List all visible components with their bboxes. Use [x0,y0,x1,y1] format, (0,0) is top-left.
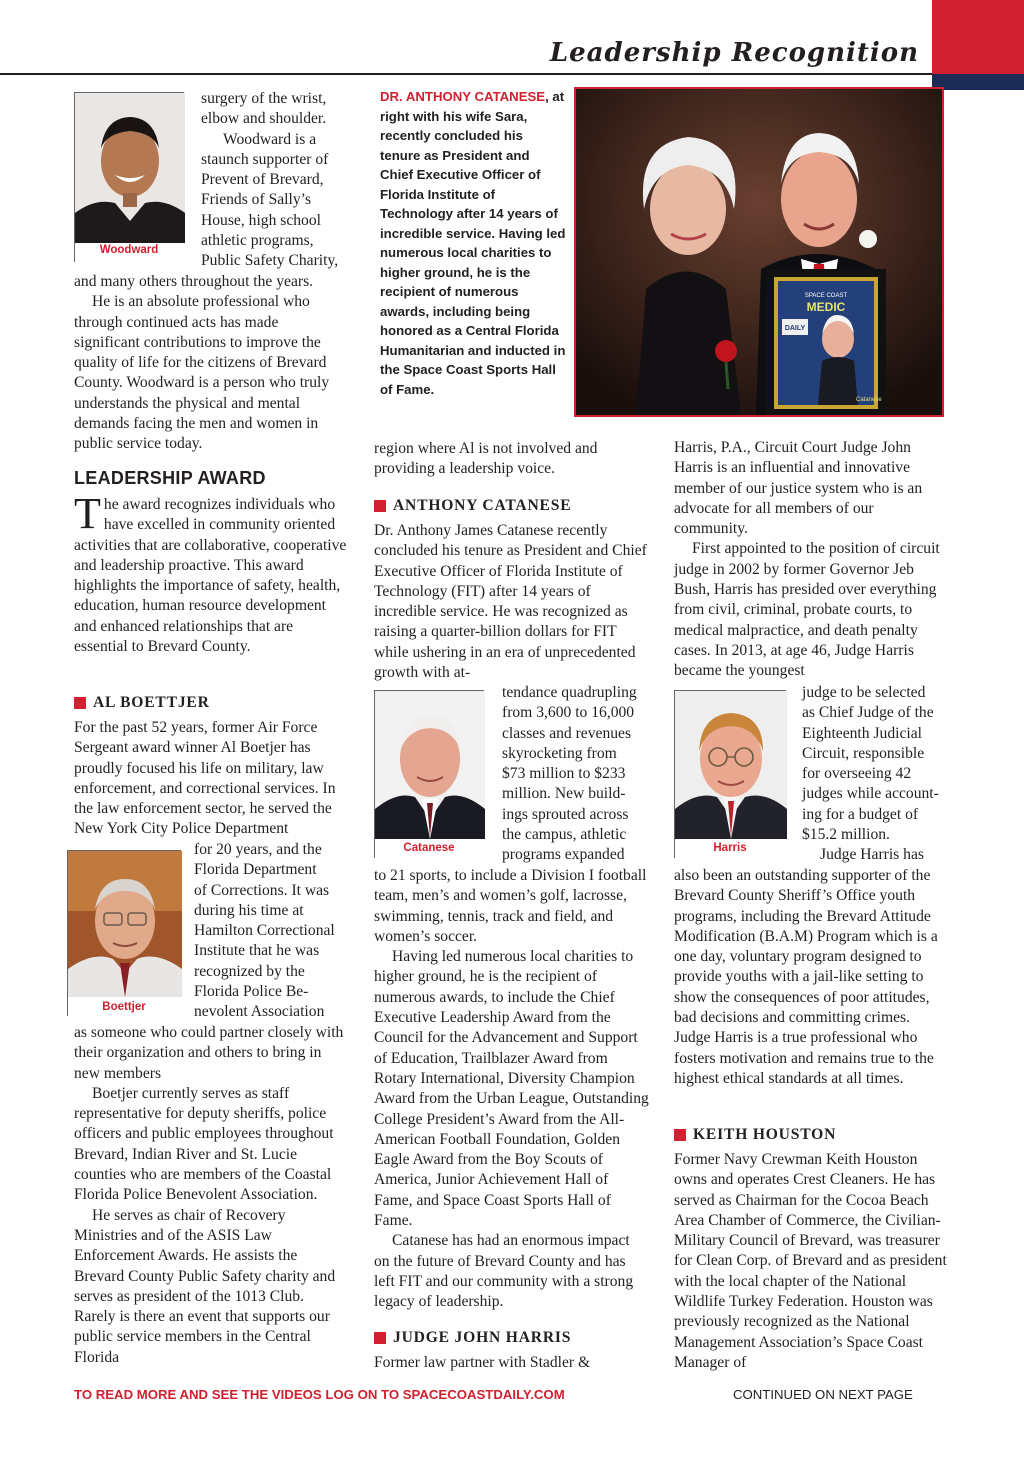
harris-intro [374,1353,649,1373]
text-line: Friends of Sally’s [201,191,312,209]
catanese-caption: Catanese [403,842,455,854]
boettjer-caption: Boettjer [102,1001,146,1013]
text-line: Eighteenth Judicial [802,724,922,742]
catanese-heading [374,497,571,515]
heading-text: AL BOETTJER [93,694,210,711]
paragraph: Former law partner with Stadler & [374,1354,591,1371]
woodward-photo [74,92,184,262]
text-line: classes and revenues [502,724,632,742]
harris-photo [674,690,786,858]
text-line: Judge Harris has [820,846,924,864]
text-line: ings sprouted across [502,805,629,823]
heading-text: KEITH HOUSTON [693,1126,837,1143]
plaque-corner-text: Catanese [856,397,882,403]
leadership-award-heading: LEADERSHIP AWARD [74,468,266,488]
text-line: Florida Department [194,861,317,879]
text-line: surgery of the wrist, [201,90,327,107]
text-line: Public Safety Charity, [201,252,339,270]
text-line: Institute that he was [194,942,320,960]
paragraph: and many others throughout the years. [74,273,314,290]
text-line: House, high school [201,211,321,229]
text-line: Florida Police Be- [194,983,309,1001]
paragraph: to 21 sports, to include a Division I football team, men’s and women’s golf, lacrosse, swimming, tennis, track and field, and women’s soccer. [374,867,647,945]
catanese-body [374,866,649,1313]
header-color-tab [932,0,1024,90]
text-line: judges while account- [802,785,939,803]
heading-text: JUDGE JOHN HARRIS [393,1329,572,1346]
text-line: the campus, athletic [502,826,627,844]
red-square-bullet [674,1129,686,1141]
catanese-feature-photo [574,87,944,417]
text-line: Prevent of Brevard, [201,171,324,189]
paragraph: Catanese has had an enormous impact on the future of Brevard County and has left FIT and our community with a strong legacy of leadership. [374,1232,634,1311]
feature-caption-name: DR. ANTHONY CATANESE [380,89,546,104]
boettjer-body [74,1023,348,1368]
paragraph: region where Al is not involved and providing a leadership voice. [374,440,598,478]
text-line: for overseeing 42 [802,765,912,783]
catanese-wrap-text [502,683,652,866]
boettjer-photo [67,850,181,1016]
paragraph: Dr. Anthony James Catanese recently concluded his tenure as President and Chief Executive Officer of Florida Institute of Technology (FIT) after 14 years of incredible service. He was recognized as raising a quarter-billion dollars for FIT while ushering in an era of unprecedented growth with at- [374,522,647,682]
paragraph: Having led numerous local charities to higher ground, he is the recipient of numerous awards, to include the Chief Executive Leadership Award from the Council for the Advancement and Support of Education, Trailblazer Award from Rotary International, Diversity Champion Award from the Urban League, Outstanding College President’s Award from the All-American Football Foundation, Golden Eagle Award from the Boy Scouts of America, Junior Achievement Hall of Fame, and Space Coast Sports Hall of Fame. [374,948,649,1230]
plaque-text: SPACE COAST [804,293,848,299]
feature-photo-caption [380,87,566,399]
text-line: as Chief Judge of the [802,704,934,722]
text-line: elbow and shoulder. [201,110,327,128]
drop-cap: T [74,489,101,538]
paragraph: Boetjer currently serves as staff representative for deputy sheriffs, police officers and public employees throughout Brevard, Indian River and St. Lucie counties who are members of the Coastal Florida Police Benevolent Association. [74,1084,334,1204]
paragraph: Former Navy Crewman Keith Houston owns and operates Crest Cleaners. He has served as Chairman for the Cocoa Beach Area Chamber of Commerce, the Civilian-Military Council of Brevard, was treasurer for Clean Corp. of Brevard and as president with the local chapter of the National Wildlife Turkey Federation. Houston was previously recognized as the National Management Association’s Space Coast Manager of [674,1151,947,1371]
text-line: programs expanded [502,846,625,864]
text-line: during his time at [194,901,304,919]
boettjer-heading [74,694,210,712]
harris-body-bottom [674,866,950,1089]
paragraph: He serves as chair of Recovery Ministries and of the ASIS Law Enforcement Awards. He assists the Brevard County Public Safety charity and serves as president of the 1013 Club. Rarely is there an event that supports our public service members in the Central Florida [74,1206,336,1366]
text-line: million. New build- [502,785,626,803]
text-line: Woodward is a [223,130,317,148]
harris-caption: Harris [713,842,747,854]
column-2-top [374,439,648,480]
text-line: of Corrections. It was [194,881,330,899]
footer-website-link[interactable]: TO READ MORE AND SEE THE VIDEOS LOG ON TO SPACECOASTDAILY.COM [74,1387,565,1402]
harris-body-top [674,438,950,682]
plaque-text: MEDIC [806,300,846,314]
text-line: nevolent Association [194,1003,325,1021]
red-square-bullet [74,697,86,709]
text-line: athletic programs, [201,232,314,250]
harris-heading [374,1329,571,1347]
feature-caption-text: , at right with his wife Sara, recently concluded his tenure as President and Chief Executive Officer of Florida Institute of Technology after 14 years of incredible service. Having led numerous local charities to higher ground, he is the recipient of numerous awards, including being honored as a Central Florida Humanitarian and inducted in the Space Coast Sports Hall of Fame. [380,89,566,397]
boettjer-wrap-text [194,840,354,1023]
text-line: recognized by the [194,962,305,980]
text-line: tendance quadrupling [502,684,637,701]
woodward-body [74,272,348,455]
paragraph: he award recognizes individuals who have excelled in community oriented activities that are collaborative, cooperative and leadership proactive. This award highlights the importance of safety, health, education, human resource development and enhanced relationships that are essential to Brevard County. [74,496,347,656]
footer-continued-note: CONTINUED ON NEXT PAGE [733,1387,913,1402]
text-line: Hamilton Correctional [194,922,335,940]
woodward-caption: Woodward [99,244,159,256]
paragraph: For the past 52 years, former Air Force Sergeant award winner Al Boetjer has proudly focused his life on military, law enforcement, and correctional services. In the law enforcement sector, he served the New York City Police Department [74,719,336,838]
text-line: ing for a budget of [802,805,919,823]
red-square-bullet [374,500,386,512]
text-line: judge to be selected [802,684,926,701]
houston-heading [674,1126,836,1144]
text-line: for 20 years, and the [194,841,322,858]
paragraph: Harris, P.A., Circuit Court Judge John Harris is an influential and innovative member of our justice system who is an advocate for all members of our community. [674,439,923,538]
catanese-intro [374,521,649,683]
woodward-wrap-text [201,89,351,272]
catanese-photo [374,690,484,858]
header-color-tab-red [932,0,1024,74]
header-rule [0,73,932,75]
boettjer-intro [74,718,348,840]
text-line: $15.2 million. [802,826,890,844]
paragraph: First appointed to the position of circuit judge in 2002 by former Governor Jeb Bush, Harris has presided over everything from civil, criminal, probate courts, to medical malpractice, and death penalty cases. In 2013, at age 46, Judge Harris became the youngest [674,540,940,680]
plaque-text: DAILY [784,325,806,332]
paragraph: as someone who could partner closely with their organization and others to bring in new members [74,1024,344,1082]
text-line: staunch supporter of [201,150,329,168]
paragraph: also been an outstanding supporter of the Brevard County Sheriff’s Office youth programs, including the Brevard Attitude Modification (B.A.M) Program which is a one day, voluntary program designed to provide youths with a jail-like setting to show the consequences of poor attitudes, bad decisions and committing crimes. Judge Harris is a true professional who fosters motivation and remains true to the highest ethical standards at all times. [674,867,938,1087]
award-description [74,489,348,657]
heading-text: ANTHONY CATANESE [393,497,572,514]
harris-wrap-text [802,683,952,866]
text-line: $73 million to $233 [502,765,626,783]
page-title: Leadership Recognition [549,38,919,68]
houston-body [674,1150,950,1373]
text-line: skyrocketing from [502,744,617,762]
paragraph: He is an absolute professional who through continued acts has made significant contributions to improve the quality of life for the citizens of Brevard County. Woodward is a person who truly understands the physical and mental demands facing the men and women in public service today. [74,293,330,453]
text-line: from 3,600 to 16,000 [502,704,635,722]
text-line: Circuit, responsible [802,744,925,762]
red-square-bullet [374,1332,386,1344]
